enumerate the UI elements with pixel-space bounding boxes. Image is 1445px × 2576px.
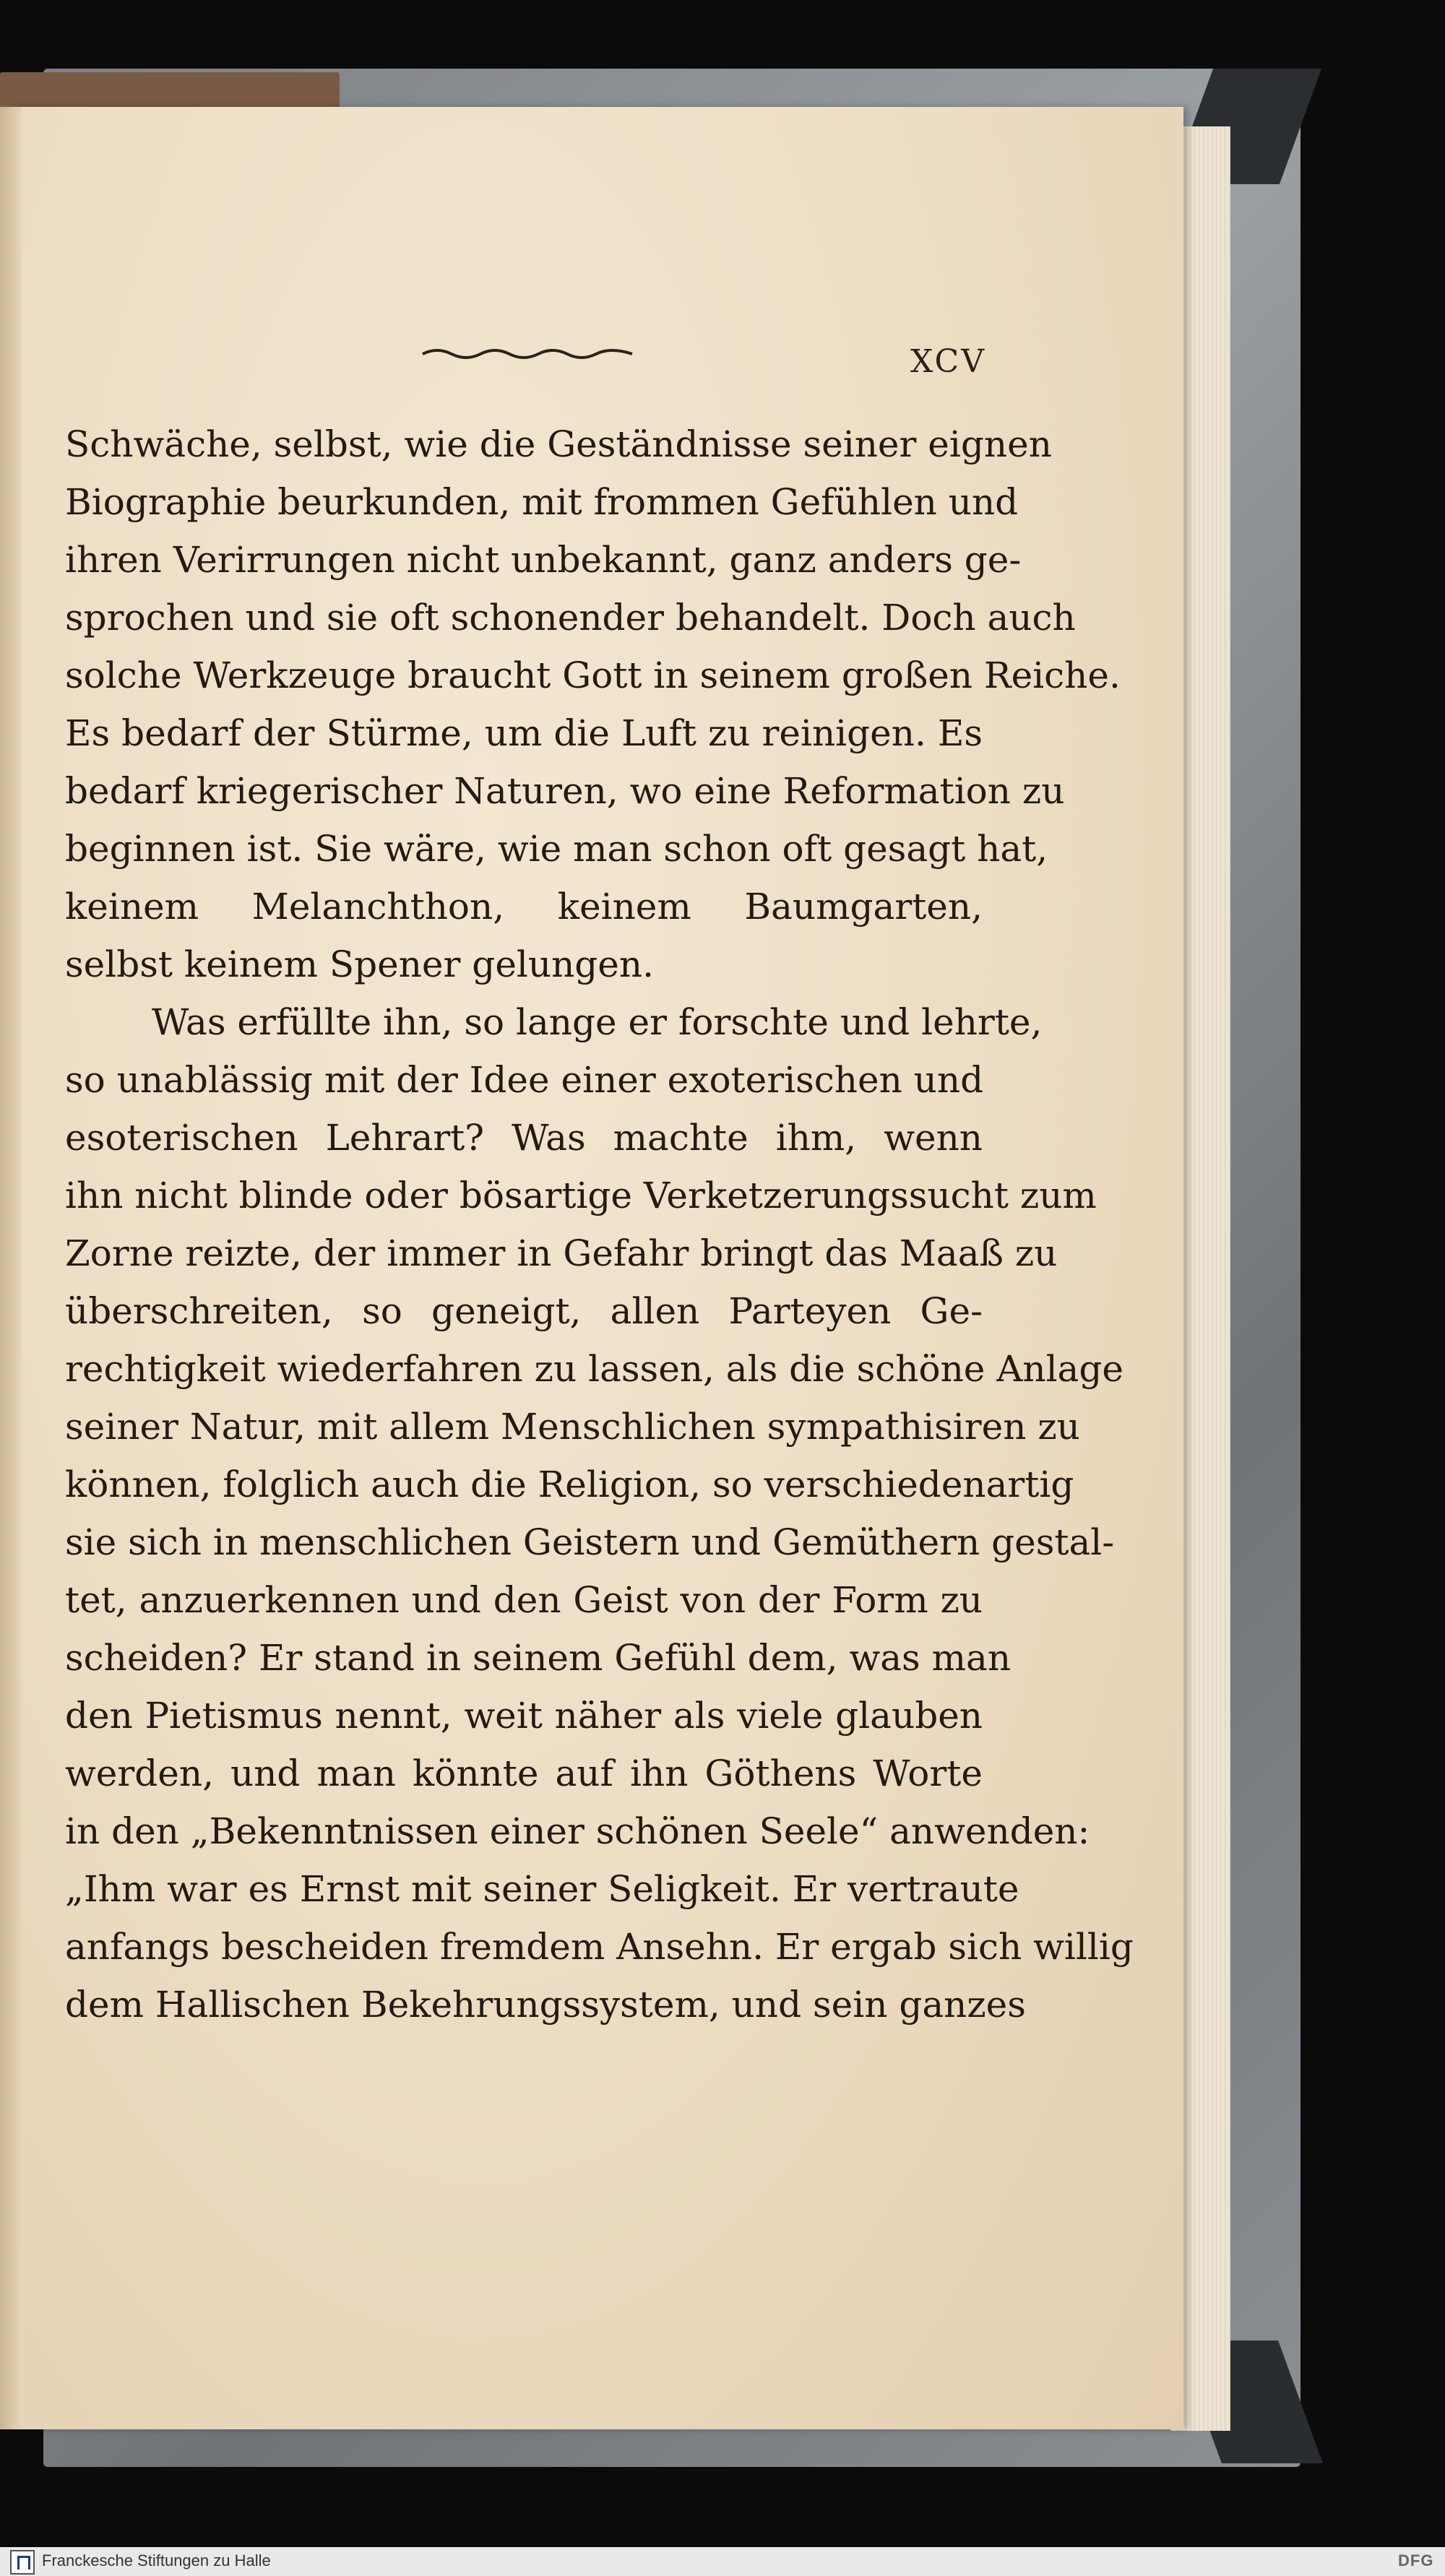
header-ornament — [419, 343, 636, 365]
body-text — [65, 415, 1134, 2033]
text-line: sie sich in menschlichen Geistern und Gemüthern gestal- — [65, 1521, 1115, 1563]
paragraph-start-line: Was erfüllte ihn, so lange er forschte und lehrte, — [152, 1001, 1043, 1043]
text-line: scheiden? Er stand in seinem Gefühl dem, was man — [65, 1637, 1012, 1679]
text-line: bedarf kriegerischer Naturen, wo eine Reformation zu — [65, 770, 1065, 812]
text-line: rechtigkeit wiederfahren zu lassen, als die schöne Anlage — [65, 1348, 1123, 1390]
text-line: beginnen ist. Sie wäre, wie man schon oft gesagt hat, — [65, 828, 1048, 870]
text-line: Zorne reizte, der immer in Gefahr bringt das Maaß zu — [65, 1232, 1058, 1274]
text-line: solche Werkzeuge braucht Gott in seinem großen Reiche. — [65, 654, 1121, 696]
text-line: ihn nicht blinde oder bösartige Verketzerungssucht zum — [65, 1175, 1097, 1216]
text-line: können, folglich auch die Religion, so verschiedenartig — [65, 1464, 1074, 1505]
text-line: dem Hallischen Bekehrungssystem, und sein ganzes — [65, 1984, 1026, 2026]
institution-name: Franckesche Stiftungen zu Halle — [42, 2551, 271, 2569]
text-line: tet, anzuerkennen und den Geist von der Form zu — [65, 1579, 983, 1621]
text-line: anfangs bescheiden fremdem Ansehn. Er ergab sich willig — [65, 1926, 1134, 1968]
text-line: Biographie beurkunden, mit frommen Gefühlen und — [65, 481, 1019, 523]
text-line: „Ihm war es Ernst mit seiner Seligkeit. Er vertraute — [65, 1868, 1019, 1910]
text-line: seiner Natur, mit allem Menschlichen sympathisiren zu — [65, 1406, 1080, 1448]
text-line: Schwäche, selbst, wie die Geständnisse seiner eignen — [65, 423, 1052, 465]
text-line: werden, und man könnte auf ihn Göthens Worte — [65, 1752, 983, 1794]
text-line: den Pietismus nennt, weit näher als viele glauben — [65, 1695, 983, 1737]
text-line: überschreiten, so geneigt, allen Parteyen Ge- — [65, 1290, 983, 1332]
text-line: selbst keinem Spener gelungen. — [65, 943, 654, 985]
dfg-badge: DFG — [1398, 2551, 1434, 2569]
institution-logo-icon — [10, 2550, 35, 2575]
page-gutter — [0, 107, 22, 2429]
text-line: esoterischen Lehrart? Was machte ihm, wenn — [65, 1117, 983, 1159]
text-line: in den „Bekenntnissen einer schönen Seele“ anwenden: — [65, 1810, 1090, 1852]
page-number: XCV — [910, 343, 986, 380]
text-line: keinem Melanchthon, keinem Baumgarten, — [65, 886, 983, 928]
text-line: ihren Verirrungen nicht unbekannt, ganz anders ge- — [65, 539, 1022, 581]
footer-bar — [0, 2547, 1445, 2576]
text-line: so unablässig mit der Idee einer exoterischen und — [65, 1059, 984, 1101]
text-line: Es bedarf der Stürme, um die Luft zu reinigen. Es — [65, 712, 983, 754]
text-line: sprochen und sie oft schonender behandelt. Doch auch — [65, 597, 1076, 639]
